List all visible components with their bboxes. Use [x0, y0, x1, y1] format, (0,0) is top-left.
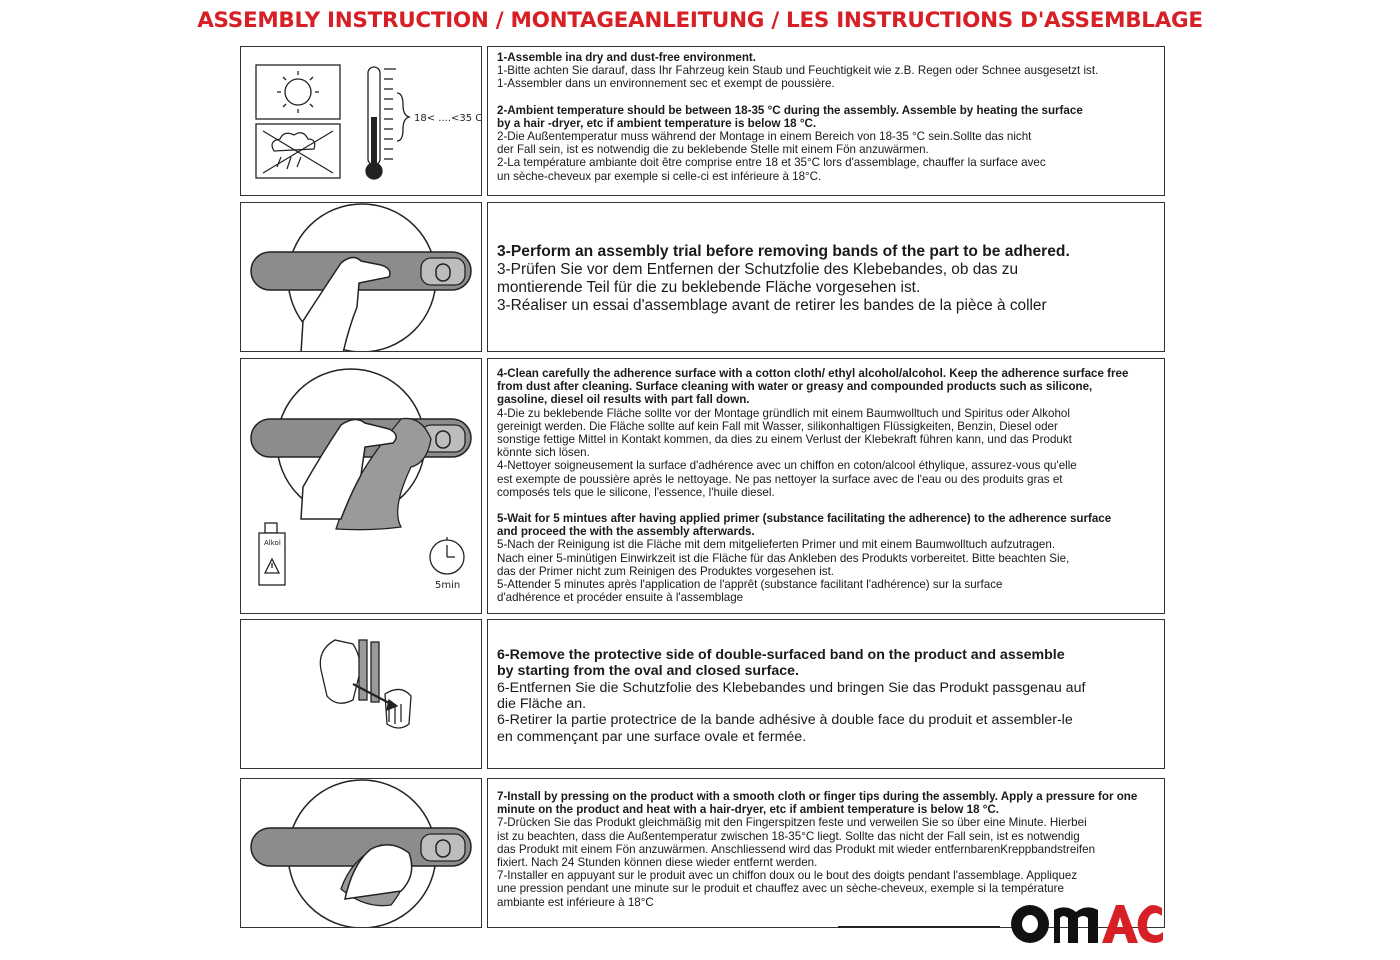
- step-7-en-line2: minute on the product and heat with a hair-dryer, etc if ambient temperature is below 18 °C.: [497, 803, 999, 817]
- step-7-de-line2: ist zu beachten, dass die Außentemperatur zwischen 18-35°C liegt. Sollte das nicht der Fall sein, ist es notwendig: [497, 829, 1080, 843]
- step-2-en-line2: by a hair -dryer, etc if ambient temperature is below 18 °C.: [497, 116, 817, 130]
- step-7-de-line3: das Produkt mit einem Fön anzuwärmen. Anschliessend wird das Produkt mit wieder entfernbarenKreppbandstreifen: [497, 842, 1096, 856]
- step-4-5-text: [487, 358, 1165, 614]
- image-dry-environment: [240, 46, 482, 196]
- step-7-de-line4: fixiert. Nach 24 Stunden können diese wieder entfernt werden.: [497, 856, 818, 870]
- step-3-text: [487, 202, 1165, 352]
- image-remove-band: [240, 619, 482, 769]
- step-2-en-line1: 2-Ambient temperature should be between 18-35 °C during the assembly. Assemble by heating the surface: [497, 103, 1083, 117]
- step-1-2-text: [487, 46, 1165, 196]
- hand-icon: [320, 640, 360, 703]
- timer-label: 5min: [435, 580, 461, 591]
- step-6-de-line2: die Fläche an.: [497, 696, 587, 712]
- step-3-de-line1: 3-Prüfen Sie vor dem Entfernen der Schutzfolie des Klebebandes, ob das zu: [497, 261, 1019, 279]
- stopwatch-icon: [430, 537, 464, 574]
- step-5-de-line1: 5-Nach der Reinigung ist die Fläche mit dem mitgelieferten Primer und mit einem Baumwolltuch aufzutragen.: [497, 538, 1056, 552]
- step-6-fr-line1: 6-Retirer la partie protectrice de la bande adhésive à double face du produit et assembler-le: [497, 712, 1073, 729]
- step-3-fr: 3-Réaliser un essai d'assemblage avant de retirer les bandes de la pièce à coller: [497, 296, 1047, 314]
- step-2-fr-line1: 2-La température ambiante doit être comprise entre 18 et 35°C lors d'assemblage, chauffer la surface avec: [497, 156, 1046, 170]
- step-5-en-line1: 5-Wait for 5 mintues after having applied primer (substance facilitating the adherence) to the adherence surface: [497, 512, 1112, 526]
- step-1-de: 1-Bitte achten Sie darauf, dass Ihr Fahrzeug kein Staub und Feuchtigkeit wie z.B. Regen oder Schnee ausgesetzt ist.: [497, 64, 1099, 78]
- step-4-en-line2: from dust after cleaning. Surface cleaning with water or greasy and compounded products such as silicone,: [497, 380, 1093, 394]
- step-4-de-line3: sonstige fettige Mittel in Kontakt kommen, da dies zu einem Verlust der Klebekraft führen kann, und das Produkt: [497, 433, 1072, 447]
- step-1-fr: 1-Assembler dans un environnement sec et exempt de poussière.: [497, 77, 835, 91]
- step-2-de-line2: der Fall sein, ist es notwendig die zu beklebende Stelle mit einem Fön anzuwärmen.: [497, 143, 929, 157]
- step-6-en-line1: 6-Remove the protective side of double-surfaced band on the product and assemble: [497, 646, 1065, 663]
- step-6-fr-line2: en commençant par une surface ovale et fermée.: [497, 728, 807, 745]
- step-7-fr-line2: une pression pendant une minute sur le produit et chauffez avec un sèche-cheveux, exemple si la température: [497, 882, 1064, 896]
- temperature-range-label: 18< ....<35 C: [414, 113, 483, 124]
- step-3-de-line2: montierende Teil für die zu beklebende Fläche vorgesehen ist.: [497, 279, 921, 296]
- thermometer-icon: [366, 67, 409, 179]
- alcohol-bottle-icon: [259, 523, 285, 585]
- step-7-de-line1: 7-Drücken Sie das Produkt gleichmäßig mit den Fingerspitzen feste und verweilen Sie so über eine Minute. Hierbei: [497, 816, 1087, 830]
- step-3-en: 3-Perform an assembly trial before removing bands of the part to be adhered.: [497, 243, 1070, 261]
- step-7-fr-line1: 7-Installer en appuyant sur le produit avec un chiffon doux ou le bout des doigts pendant l'assemblage. Appliquez: [497, 869, 1078, 883]
- step-4-de-line2: gereinigt werden. Die Fläche sollte auf kein Fall mit Wasser, silikonhaltigen Flüssigkeiten, Benzin, Diesel oder: [497, 419, 1058, 433]
- step-5-fr-line1: 5-Attender 5 minutes après l'application de l'apprêt (substance facilitant l'adhérence) sur la surface: [497, 578, 1003, 592]
- step-4-fr-line1: 4-Nettoyer soigneusement la surface d'adhérence avec un chiffon en coton/alcool éthylique, assurez-vous qu'elle: [497, 459, 1077, 473]
- step-6-text: [487, 619, 1165, 769]
- logo-divider: [838, 926, 1000, 928]
- image-press-install: [240, 778, 482, 928]
- step-6-de-line1: 6-Entfernen Sie die Schutzfolie des Klebebandes und bringen Sie das Produkt passgenau auf: [497, 679, 1086, 696]
- step-4-fr-line2: est exempte de poussière après le nettoyage. Ne pas nettoyer la surface avec de l'eau ou des produits gras et: [497, 472, 1063, 486]
- step-5-en-line2: and proceed the with the assembly afterwards.: [497, 525, 755, 539]
- step-4-en-line3: gasoline, diesel oil results with part fall down.: [497, 393, 750, 407]
- step-5-fr-line2: d'adhérence et procéder ensuite à l'assemblage: [497, 591, 744, 605]
- omac-logo: [1008, 896, 1164, 950]
- step-2-de-line1: 2-Die Außentemperatur muss während der Montage in einem Bereich von 18-35 °C sein.Sollte das nicht: [497, 130, 1032, 144]
- step-5-de-line3: das der Primer nicht zum Reinigen des Produktes vorgesehen ist.: [497, 564, 835, 578]
- bottle-label: Alkol: [264, 539, 281, 547]
- rain-cloud-icon: [263, 131, 333, 173]
- step-4-de-line4: könnte sich lösen.: [497, 446, 590, 460]
- step-5-de-line2: Nach einer 5-minütigen Einwirkzeit ist die Fläche für das Ankleben des Produkts vorbereitet. Bitte beachten Sie,: [497, 551, 1070, 565]
- step-2-fr-line2: un sèche-cheveux par exemple si celle-ci est inférieure à 18°C.: [497, 169, 822, 183]
- step-4-en-line1: 4-Clean carefully the adherence surface with a cotton cloth/ ethyl alcohol/alcohol. Keep the adherence surface free: [497, 367, 1129, 380]
- step-1-en: 1-Assemble ina dry and dust-free environment.: [497, 51, 756, 64]
- step-6-en-line2: by starting from the oval and closed surface.: [497, 663, 799, 680]
- step-4-de-line1: 4-Die zu beklebende Fläche sollte vor der Montage gründlich mit einem Baumwolltuch und Spiritus oder Alkohol: [497, 406, 1070, 420]
- step-7-en-line1: 7-Install by pressing on the product with a smooth cloth or finger tips during the assembly. Apply a pressure for one: [497, 790, 1138, 803]
- step-7-fr-line3: ambiante est inférieure à 18°C: [497, 895, 654, 909]
- sun-icon: [277, 71, 319, 113]
- image-clean-surface: [240, 358, 482, 614]
- step-4-fr-line3: composés tels que le silicone, l'essence, l'huile diesel.: [497, 485, 775, 499]
- image-assembly-trial: [240, 202, 482, 352]
- page-title: ASSEMBLY INSTRUCTION / MONTAGEANLEITUNG / LES INSTRUCTIONS D'ASSEMBLAGE: [197, 8, 1203, 33]
